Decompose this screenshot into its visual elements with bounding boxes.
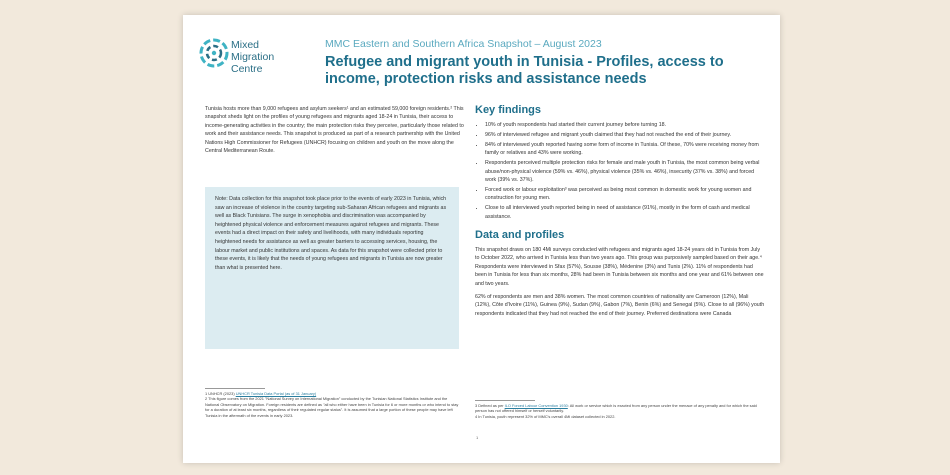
finding-item: • Forced work or labour exploitation³ was perceived as being most common in domestic work for young women and construction for young men. — [485, 186, 765, 203]
footnote-3-text: : All work or service which is exacted from any person under the menace of any penalty and for which the said person has not offered himself or herself voluntarily. — [475, 403, 757, 414]
key-findings-heading: Key findings — [475, 104, 542, 116]
key-findings-list — [475, 121, 765, 221]
right-column — [475, 103, 765, 318]
logo-wordmark — [231, 39, 274, 75]
document-header — [325, 37, 765, 88]
document-title: Refugee and migrant youth in Tunisia - Profiles, access to income, protection risks and assistance needs — [325, 54, 724, 87]
snapshot-subtitle: MMC Eastern and Southern Africa Snapshot – August 2023 — [325, 38, 602, 50]
logo-line-3: Centre — [231, 63, 263, 75]
intro-paragraph: Tunisia hosts more than 9,000 refugees and asylum seekers¹ and an estimated 59,000 foreign residents.² This snapshot sheds light on the profiles of young refugees and migrants aged 18-24 in Tunisia, their access to income-generating activities in the country; the main protection risks they perceive, particularly those related to work and their assistance needs. This snapshot is produced as part of a research partnership with the United Nations High Commissioner for Refugees (UNHCR) focusing on children and youth on the move along the Central Mediterranean Route. — [205, 106, 464, 155]
note-text: Note: Data collection for this snapshot took place prior to the events of early 2023 in Tunisia, which saw an increase of violence in the country targeting sub-Saharan African refugees and migrants as well as Black Tunisians. The surge in xenophobia and discrimination was accompanied by heightened physical violence and enforcement measures against refugees and migrants. These events had a direct impact on their safety and livelihoods, with many individuals reporting heightened needs for assistance as well as greater barriers to accessing services, housing, the labour market and public institutions and spaces. As data for this snapshot were collected prior to these events, it is likely that the needs of young refugees and migrants in Tunisia are now greater than what is presented here. — [215, 196, 447, 271]
finding-item: • 10% of youth respondents had started their current journey before turning 18. — [485, 121, 765, 129]
footnote-divider-left — [205, 388, 265, 389]
footnote-1-prefix: 1 UNHCR (2023) — [205, 391, 236, 396]
footnote-2: 2 This figure comes from the 2021 "National Survey on International Migration" conducted by the Tunisian National Statistics Institute and the National Observatory on Migration. Foreign residents are defined as "all who either have been in Tunisia for 6 or more months or who intend to stay for a duration of at least six months, regardless of their regulated regular status". It is assumed that a large portion of these people may have left Tunisia in the aftermath of the events in early 2023. — [205, 396, 459, 418]
footnote-divider-right — [475, 400, 535, 401]
finding-item: • Respondents perceived multiple protection risks for female and male youth in Tunisia, the most common being verbal abuse/non-physical violence (59% vs. 46%), physical violence (35% vs. 46%), insecurity (37% vs. 38%) and forced work (39% vs. 37%). — [485, 159, 765, 184]
data-profiles-paragraph-1: This snapshot draws on 180 4Mi surveys conducted with refugees and migrants aged 18-24 years old in Tunisia from July to October 2022, who arrived in Tunisia less than two years ago. This group was purposively sampled based on their age.⁴ Respondents were interviewed in Sfax (57%), Sousse (38%), Médenine (3%) and Tunis (2%). 11% of respondents had been in Tunisia for less than six months, 28% had been in Tunisia between six months and one year and 61% between one and two years. — [475, 246, 764, 287]
finding-item: • 84% of interviewed youth reported having some form of income in Tunisia. Of these, 70% were receiving money from family or relatives and 43% were working. — [485, 141, 765, 158]
footnote-4: 4 In Tunisia, youth represent 32% of MMC's overall 4Mi dataset collected in 2022. — [475, 413, 616, 419]
footnote-3-prefix: 3 Defined as per — [475, 403, 505, 408]
data-profiles-paragraph-2: 62% of respondents are men and 38% women. The most common countries of nationality are Cameroon (12%), Mali (12%), Côte d'Ivoire (11%), Guinea (9%), Sudan (9%), Gabon (7%), Benin (6%) and Senegal (5%). Close to all (96%) youth respondents indicated that they had not reached the end of their journey. Preferred destinations were Canada — [475, 294, 765, 317]
page-number: 1 — [476, 435, 479, 440]
logo-line-2: Migration — [231, 51, 275, 63]
footnotes-right — [475, 403, 760, 419]
footnote-1-link[interactable]: UNHCR Tunisia Data Portal (as of 31 January) — [235, 391, 317, 396]
data-profiles-heading: Data and profiles — [475, 228, 565, 241]
note-box — [205, 187, 459, 349]
mmc-logo — [199, 37, 299, 91]
logo-line-1: Mixed — [231, 39, 260, 51]
finding-item: • 96% of interviewed refugee and migrant youth claimed that they had not reached the end of their journey. — [485, 131, 765, 139]
footnotes-left — [205, 391, 459, 418]
footnote-3-link[interactable]: ILO Forced Labour Convention 1930 — [504, 403, 568, 408]
footnote-3 — [475, 403, 760, 414]
mmc-logo-icon — [199, 37, 231, 71]
document-page — [183, 15, 780, 463]
finding-item: • Close to all interviewed youth reported being in need of assistance (91%), mostly in the form of cash and medical assistance. — [485, 204, 765, 221]
